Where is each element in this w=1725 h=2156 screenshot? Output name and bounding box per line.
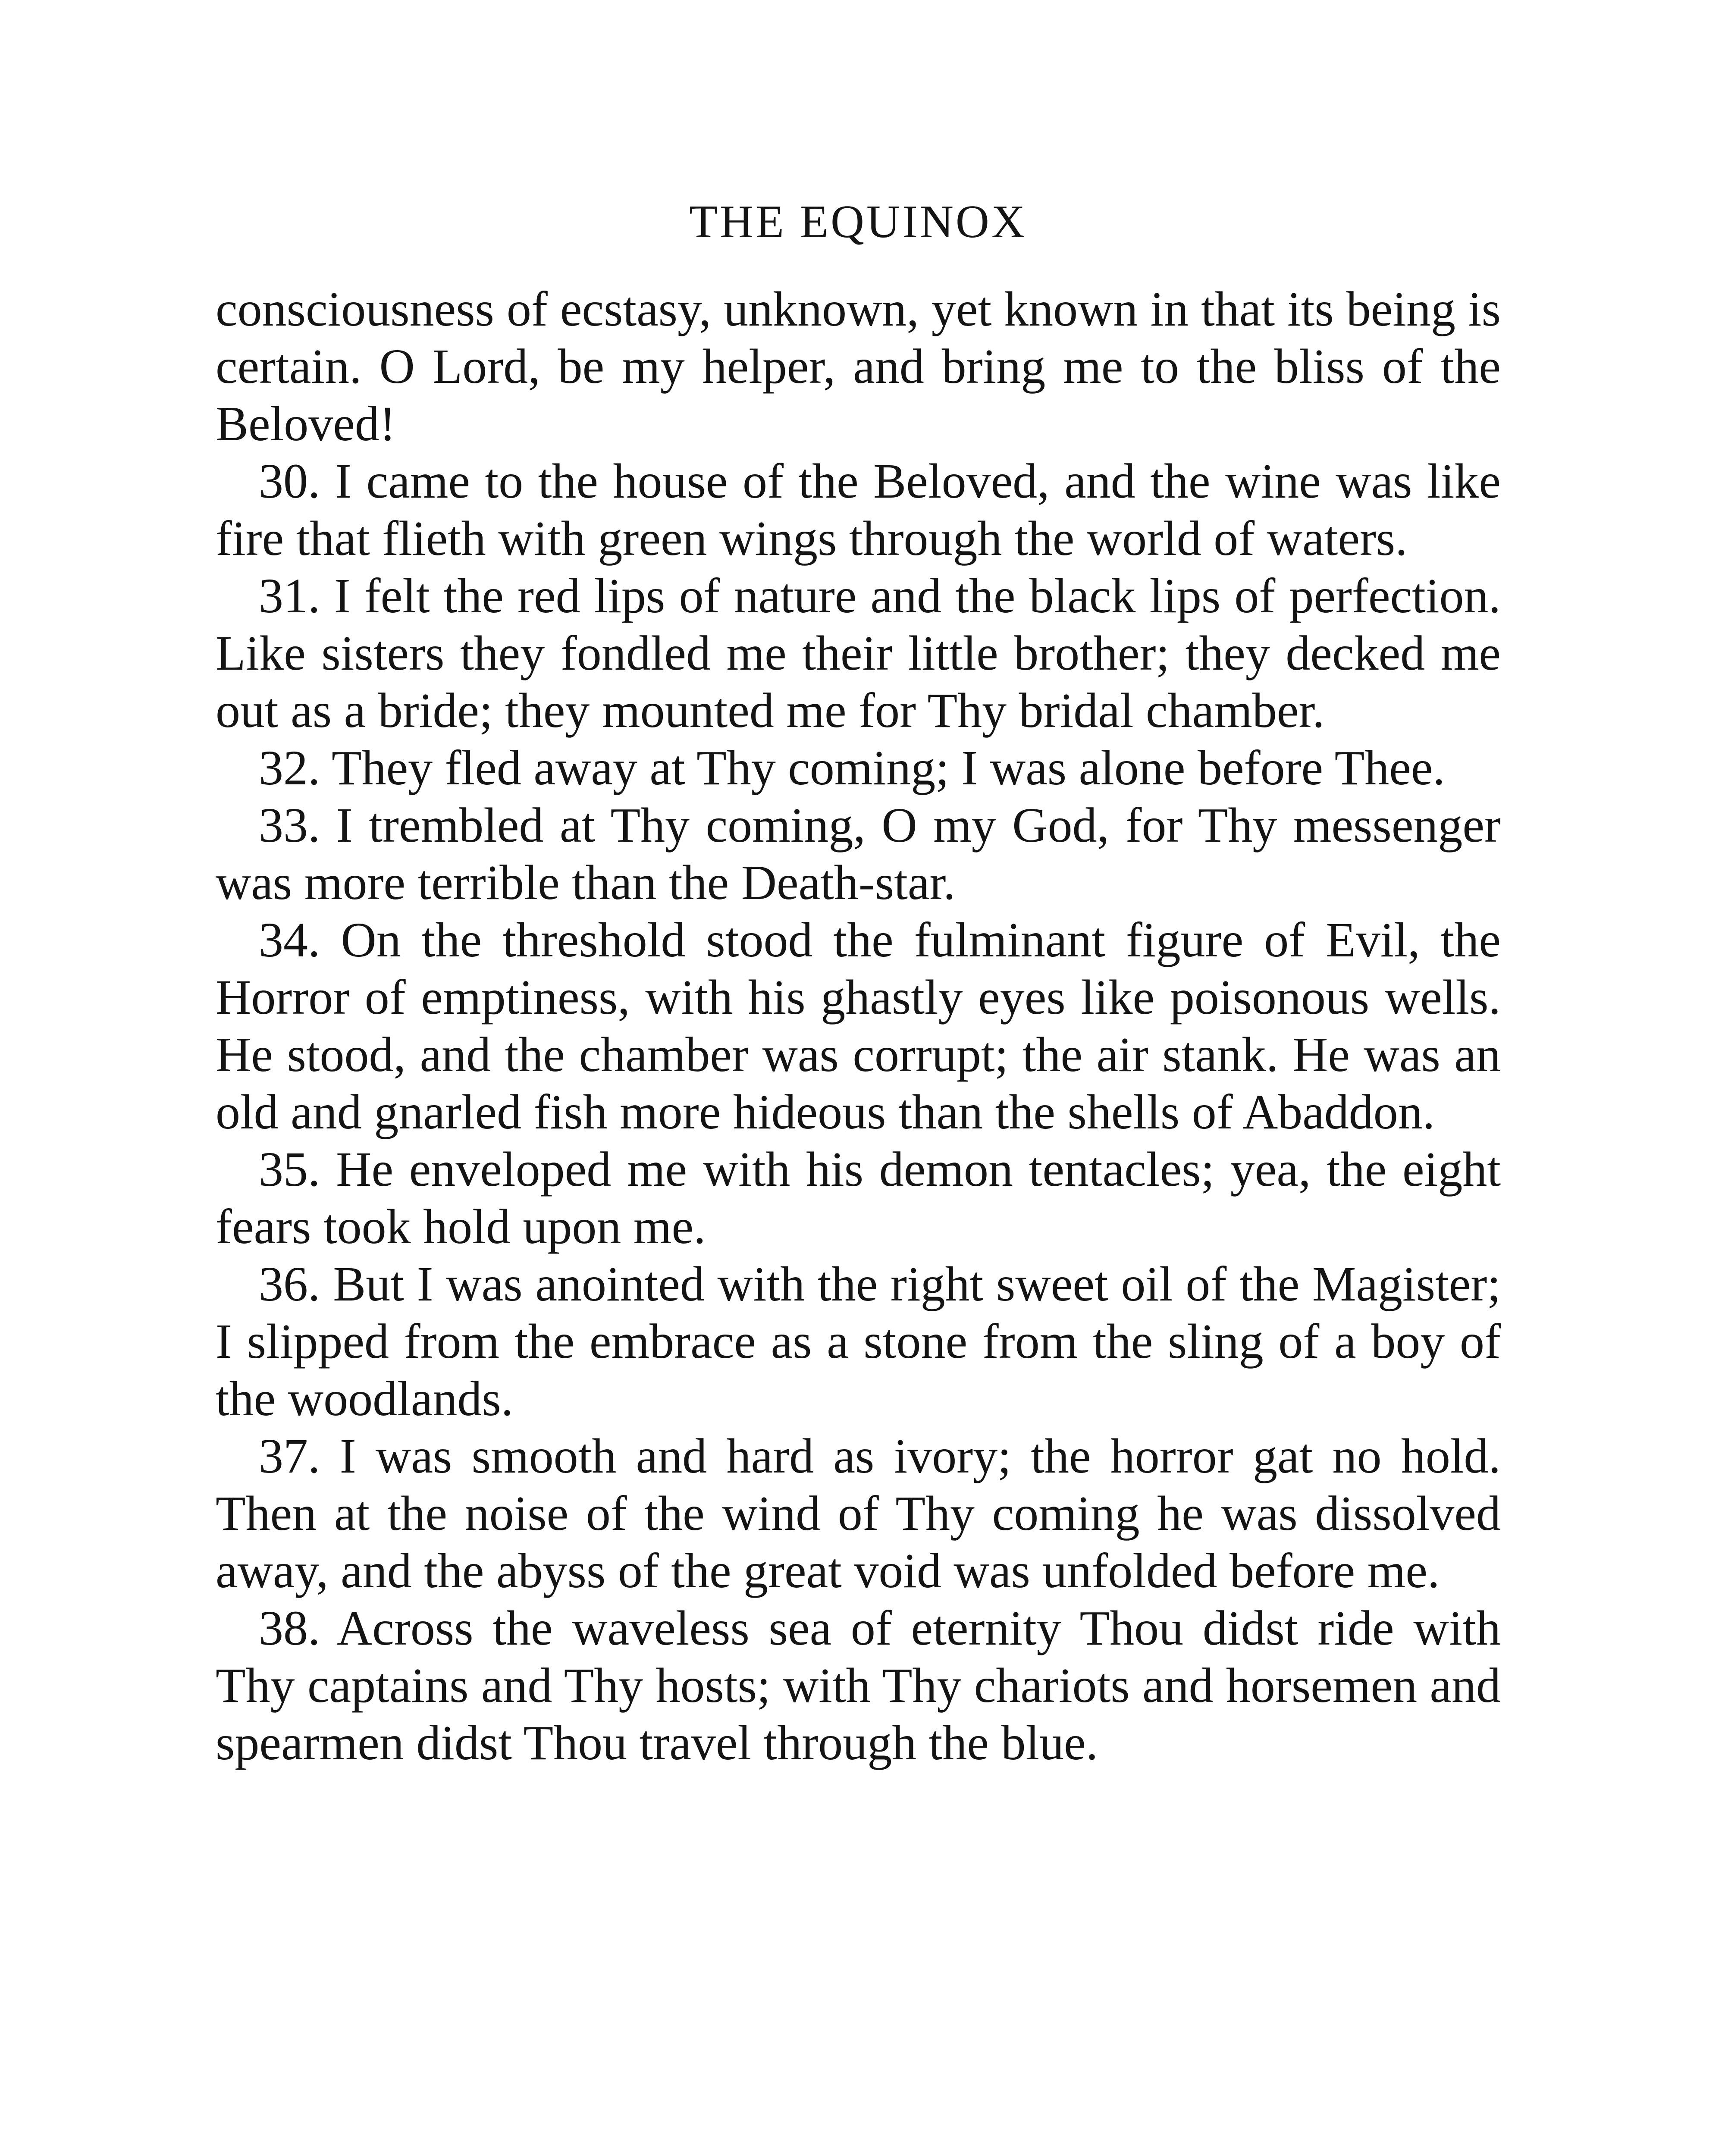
verse-32: 32. They fled away at Thy coming; I was alone before Thee. [259,740,1445,795]
verse-33: 33. I trembled at Thy coming, O my God, for Thy messenger was more terrible than the Death-star. [216,798,1501,910]
verse-36: 36. But I was anointed with the right sweet oil of the Magister; I slipped from the embrace as a stone from the sling of a boy of the woodlands. [216,1257,1501,1426]
verse-37: 37. I was smooth and hard as ivory; the horror gat no hold. Then at the noise of the wind of Thy coming he was dissolved away, and the abyss of the great void was unfolded before me. [216,1429,1501,1598]
body-text [216,280,1501,1771]
verse-34: 34. On the threshold stood the fulminant figure of Evil, the Horror of emptiness, with his ghastly eyes like poisonous wells. He stood, and the chamber was corrupt; the air stank. He was an old and gnarled fish more hideous than the shells of Abaddon. [216,912,1501,1139]
verse-30: 30. I came to the house of the Beloved, and the wine was like fire that flieth with green wings through the world of waters. [216,454,1501,566]
running-head: THE EQUINOX [689,196,1027,248]
verse-35: 35. He enveloped me with his demon tentacles; yea, the eight fears took hold upon me. [216,1142,1501,1254]
verse-38: 38. Across the waveless sea of eternity Thou didst ride with Thy captains and Thy hosts; with Thy chariots and horsemen and spearmen didst Thou travel through the blue. [216,1601,1501,1770]
continued-paragraph: consciousness of ecstasy, unknown, yet known in that its being is certain. O Lord, be my helper, and bring me to the bliss of the Beloved! [216,282,1501,451]
verse-31: 31. I felt the red lips of nature and the black lips of perfection. Like sisters they fondled me their little brother; they decked me out as a bride; they mounted me for Thy bridal chamber. [216,568,1501,738]
